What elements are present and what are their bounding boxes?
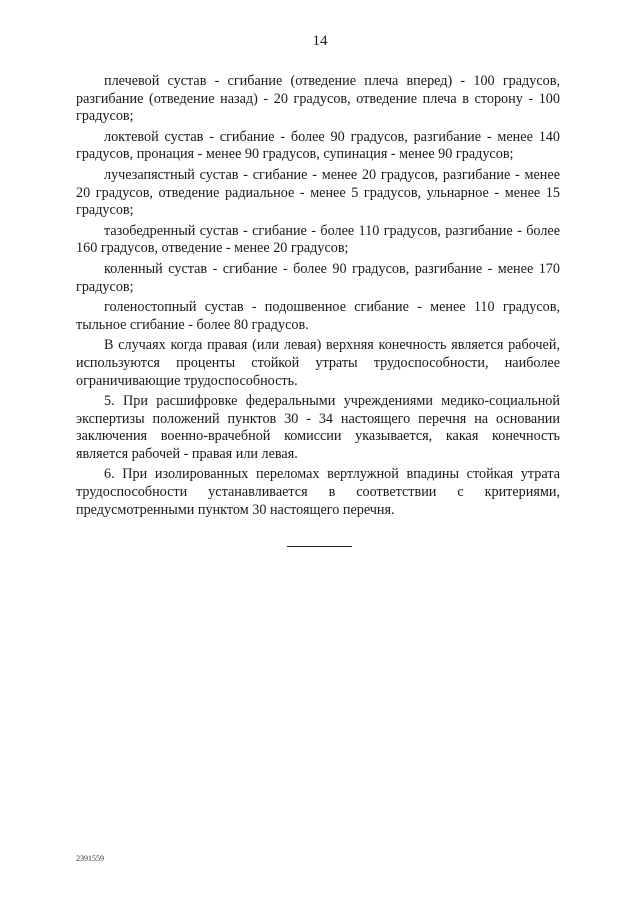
paragraph-elbow-joint: локтевой сустав - сгибание - более 90 градусов, разгибание - менее 140 градусов, пронация - менее 90 градусов, супинация - менее 90 градусов;: [76, 128, 560, 163]
paragraph-ankle-joint: голеностопный сустав - подошвенное сгибание - менее 110 градусов, тыльное сгибание - более 80 градусов.: [76, 299, 560, 333]
paragraph-working-limb: В случаях когда правая (или левая) верхняя конечность является рабочей, используются проценты стойкой утраты трудоспособности, наиболее ограничивающие трудоспособность.: [76, 337, 560, 389]
paragraph-item-6: 6. При изолированных переломах вертлужной впадины стойкая утрата трудоспособности устанавливается в соответствии с критериями, предусмотренными пунктом 30 настоящего перечня.: [76, 466, 560, 518]
paragraph-item-5: 5. При расшифровке федеральными учреждениями медико-социальной экспертизы положений пунктов 30 - 34 настоящего перечня на основании заключения военно-врачебной комиссии указывается, какая конечность является рабочей - правая или левая.: [76, 393, 560, 462]
paragraph-shoulder-joint: плечевой сустав - сгибание (отведение плеча вперед) - 100 градусов, разгибание (отведение назад) - 20 градусов, отведение плеча в сторону - 100 градусов;: [76, 73, 560, 125]
end-separator-line: [287, 546, 352, 547]
page-number: 14: [312, 33, 328, 49]
paragraph-wrist-joint: лучезапястный сустав - сгибание - менее 20 градусов, разгибание - менее 20 градусов, отведение радиальное - менее 5 градусов, ульнарное - менее 15 градусов;: [76, 166, 560, 219]
paragraph-hip-joint: тазобедренный сустав - сгибание - более 110 градусов, разгибание - более 160 градусов, отведение - менее 20 градусов;: [76, 222, 560, 257]
paragraph-knee-joint: коленный сустав - сгибание - более 90 градусов, разгибание - менее 170 градусов;: [76, 260, 560, 295]
document-body: [76, 73, 560, 519]
document-code: 2391559: [76, 854, 104, 863]
